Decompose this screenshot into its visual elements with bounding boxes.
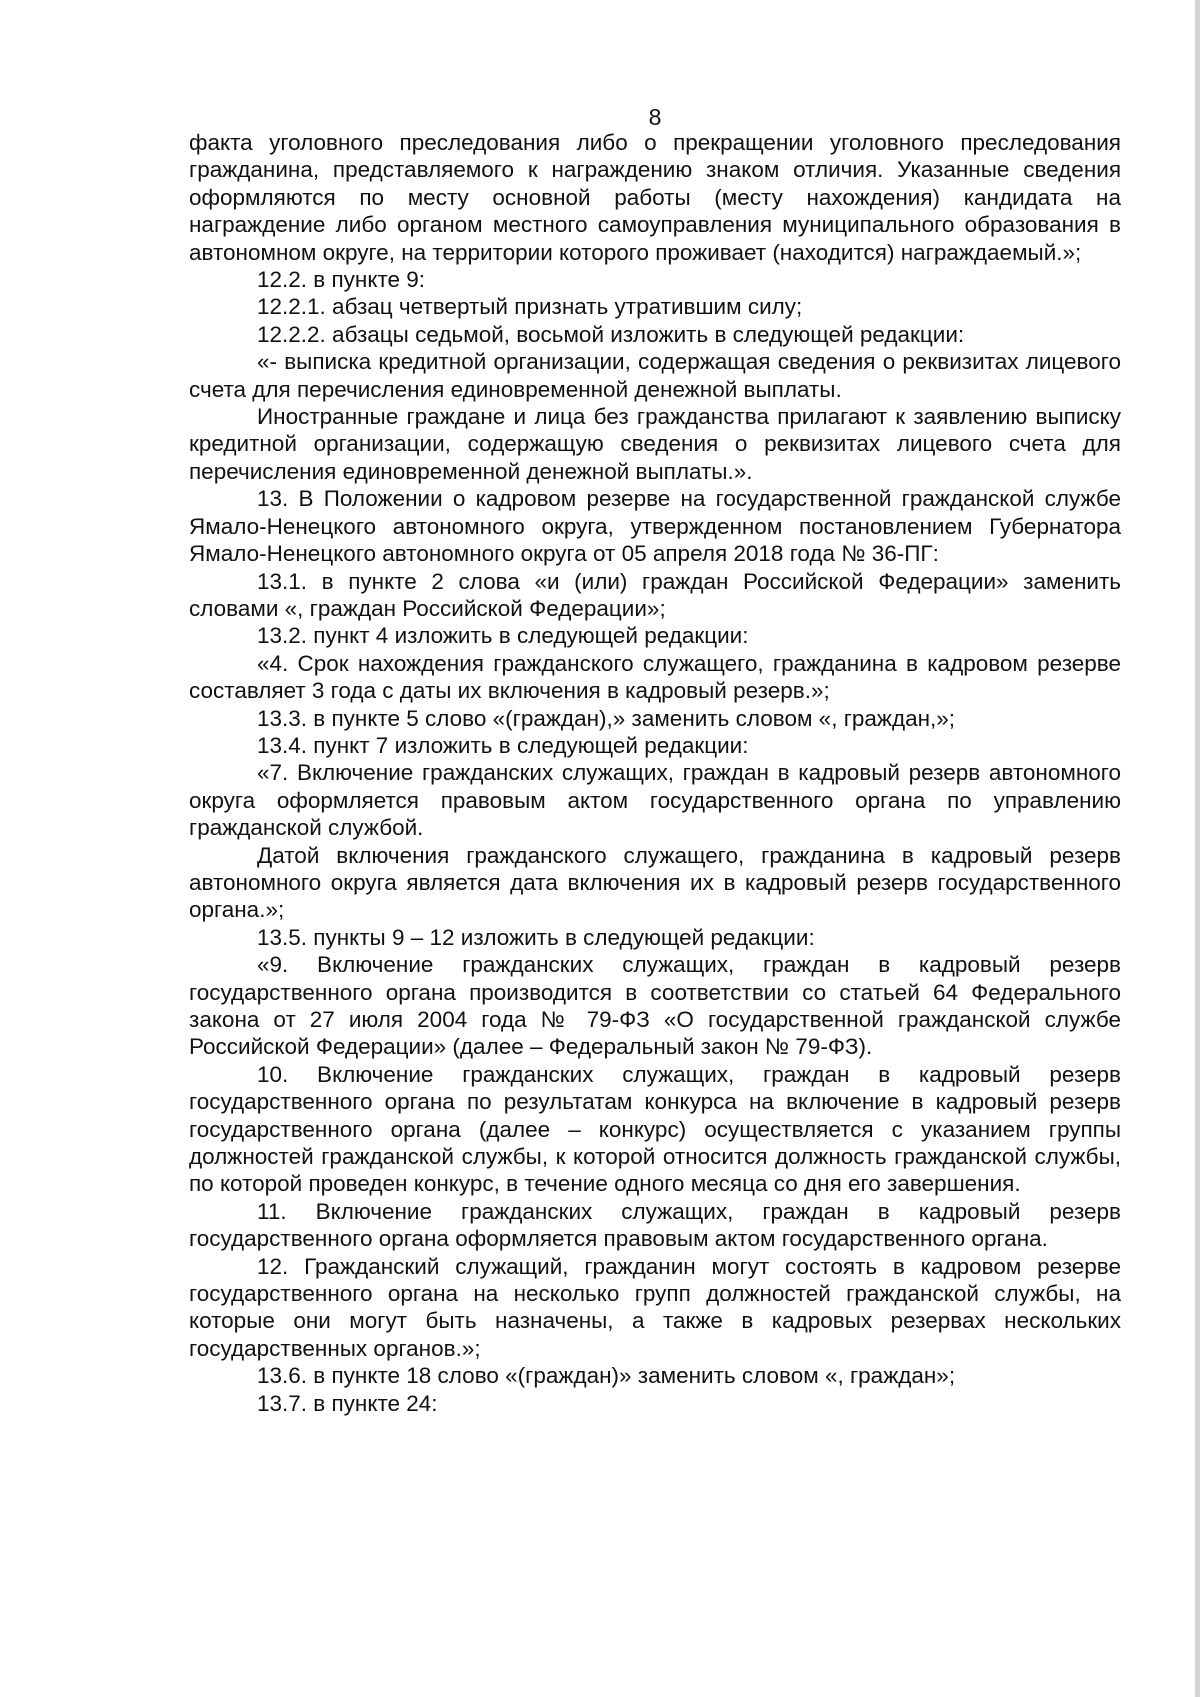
paragraph: 12. Гражданский служащий, гражданин могут состоять в кадровом резерве государственного органа на несколько групп должностей гражданской службы, на которые они могут быть назначены, а также в кадровых резервах нескольких государственных органов.»; [189,1253,1121,1361]
document-body [189,129,1121,1417]
paragraph: факта уголовного преследования либо о прекращении уголовного преследования гражданина, представляемого к награждению знаком отличия. Указанные сведения оформляются по месту основной работы (месту нахождения) кандидата на награждение либо органом местного самоуправления муниципального образования в автономном округе, на территории которого проживает (находится) награждаемый.»; [189,130,1121,265]
paragraph: «- выписка кредитной организации, содержащая сведения о реквизитах лицевого счета для перечисления единовременной денежной выплаты. [189,349,1121,402]
paragraph: 13.5. пункты 9 – 12 изложить в следующей редакции: [257,924,815,950]
paragraph: 13.7. в пункте 24: [257,1390,438,1416]
page-edge [1195,0,1200,1697]
paragraph: 13.1. в пункте 2 слова «и (или) граждан Российской Федерации» заменить словами «, граждан Российской Федерации»; [189,568,1121,621]
paragraph: 13.6. в пункте 18 слово «(граждан)» заменить словом «, граждан»; [257,1363,956,1389]
paragraph: 10. Включение гражданских служащих, граждан в кадровый резерв государственного органа по результатам конкурса на включение в кадровый резерв государственного органа (далее – конкурс) осуществляется с указанием группы должностей гражданской службы, к которой относится должность гражданской службы, по которой проведен конкурс, в течение одного месяца со дня его завершения. [189,1061,1121,1197]
paragraph: 12.2.2. абзацы седьмой, восьмой изложить в следующей редакции: [257,321,965,347]
paragraph: 13.3. в пункте 5 слово «(граждан),» заменить словом «, граждан,»; [257,705,956,731]
paragraph: 13.2. пункт 4 изложить в следующей редакции: [257,623,749,649]
paragraph: 11. Включение гражданских служащих, граждан в кадровый резерв государственного органа оформляется правовым актом государственного органа. [189,1198,1121,1252]
paragraph: Датой включения гражданского служащего, гражданина в кадровый резерв автономного округа является дата включения их в кадровый резерв государственного органа.»; [189,842,1121,923]
paragraph: 12.2. в пункте 9: [257,267,426,293]
paragraph: 13. В Положении о кадровом резерве на государственной гражданской службе Ямало-Ненецкого автономного округа, утвержденном постановлением Губернатора Ямало-Ненецкого автономного округа от 05 апреля 2018 года № 36-ПГ: [189,486,1121,567]
paragraph: 13.4. пункт 7 изложить в следующей редакции: [257,732,749,758]
page-number: 8 [648,104,662,130]
paragraph: «4. Срок нахождения гражданского служащего, гражданина в кадровом резерве составляет 3 года с даты их включения в кадровый резерв.»; [189,650,1121,704]
paragraph: 12.2.1. абзац четвертый признать утратившим силу; [257,294,803,320]
paragraph: «9. Включение гражданских служащих, граждан в кадровый резерв государственного органа производится в соответствии со статьей 64 Федерального закона от 27 июля 2004 года № 79-ФЗ «О государственной гражданской службе Российской Федерации» (далее – Федеральный закон № 79-ФЗ). [189,952,1121,1060]
paragraph: Иностранные граждане и лица без гражданства прилагают к заявлению выписку кредитной организации, содержащую сведения о реквизитах лицевого счета для перечисления единовременной денежной выплаты.». [189,404,1121,484]
paragraph: «7. Включение гражданских служащих, граждан в кадровый резерв автономного округа оформляется правовым актом государственного органа по управлению гражданской службой. [189,760,1121,841]
